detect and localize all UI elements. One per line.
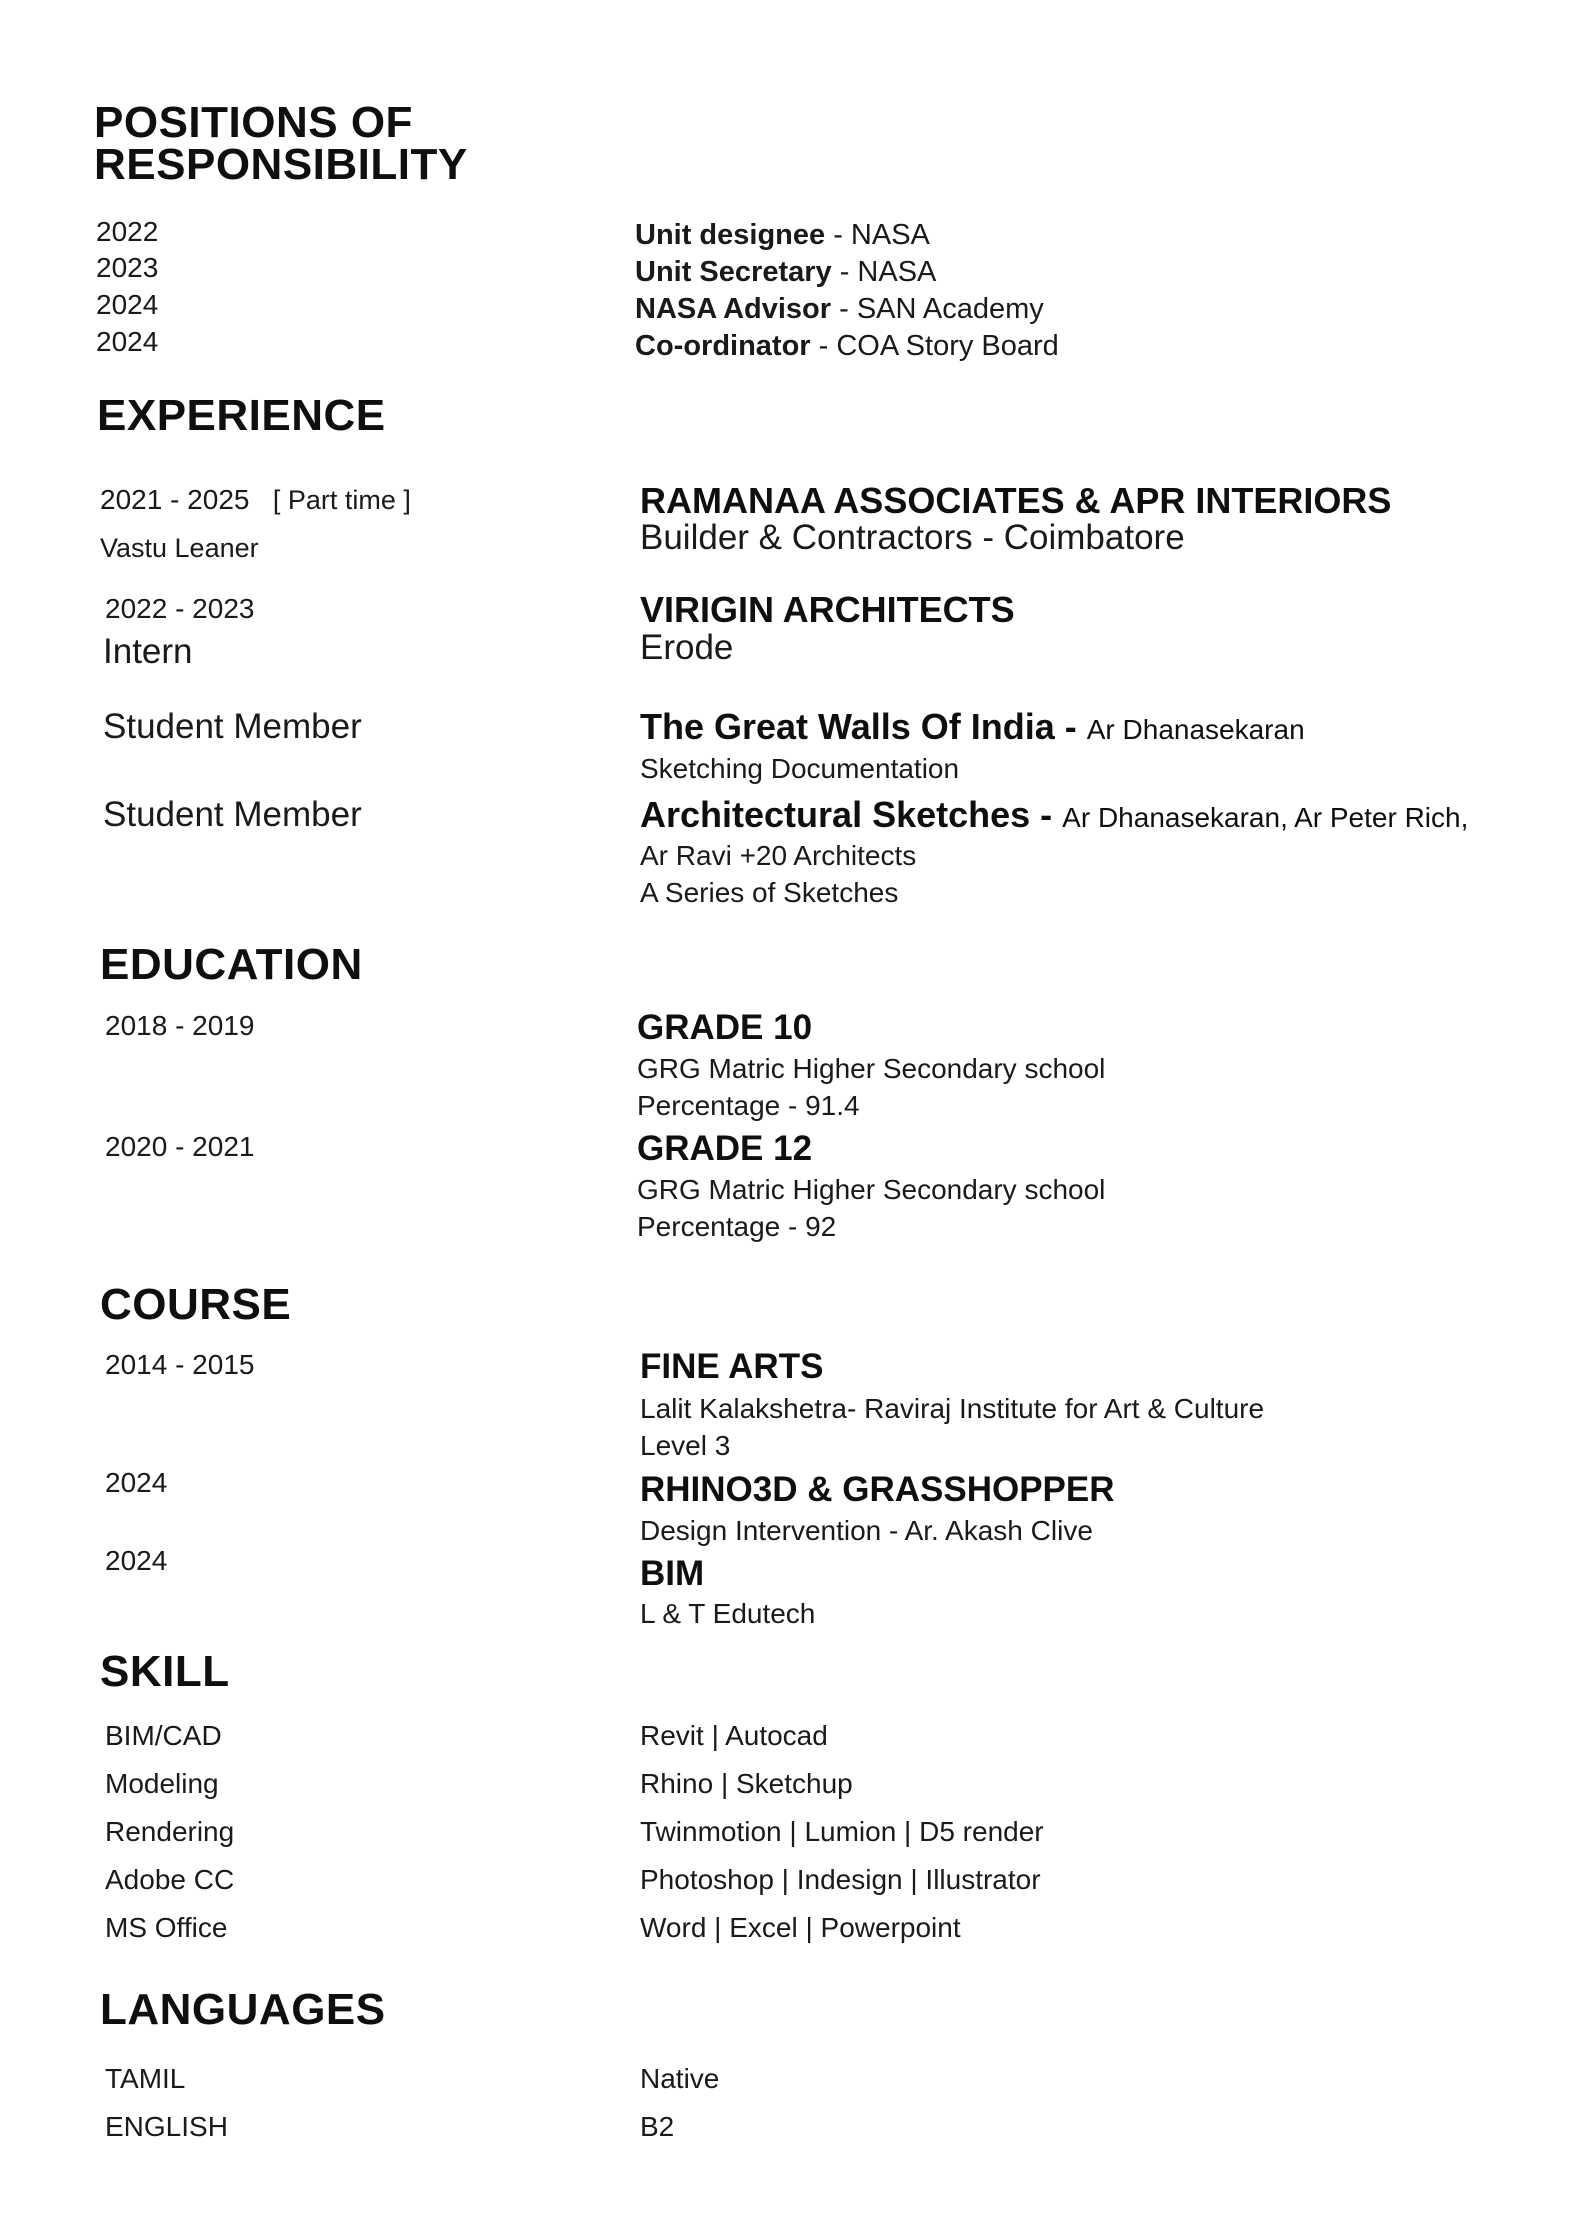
languages-heading: LANGUAGES xyxy=(100,1985,386,2034)
language-name: ENGLISH xyxy=(105,2111,228,2142)
experience-title: Architectural Sketches - Ar Dhanasekaran, Ar Peter Rich, xyxy=(640,794,1469,835)
experience-desc: A Series of Sketches xyxy=(640,877,899,908)
education-title: GRADE 12 xyxy=(637,1129,813,1168)
language-level: Native xyxy=(640,2063,720,2094)
course-period: 2024 xyxy=(105,1467,168,1498)
position-entry: Unit Secretary - NASA xyxy=(635,256,937,288)
skill-tools: Revit | Autocad xyxy=(640,1720,828,1751)
course-title: RHINO3D & GRASSHOPPER xyxy=(640,1470,1115,1509)
experience-title: The Great Walls Of India - Ar Dhanasekaran xyxy=(640,706,1305,747)
experience-subtitle: Builder & Contractors - Coimbatore xyxy=(640,518,1185,557)
skill-tools: Photoshop | Indesign | Illustrator xyxy=(640,1864,1041,1895)
experience-role: Vastu Leaner xyxy=(100,533,259,563)
course-title: FINE ARTS xyxy=(640,1347,824,1386)
skill-category: BIM/CAD xyxy=(105,1720,222,1751)
course-detail: L & T Edutech xyxy=(640,1598,816,1629)
education-school: GRG Matric Higher Secondary school xyxy=(637,1174,1106,1205)
skill-category: Modeling xyxy=(105,1768,219,1799)
position-year: 2023 xyxy=(96,252,159,283)
education-percentage: Percentage - 92 xyxy=(637,1211,837,1242)
course-period: 2014 - 2015 xyxy=(105,1349,255,1380)
skill-tools: Twinmotion | Lumion | D5 render xyxy=(640,1816,1044,1847)
experience-period: 2021 - 2025 [ Part time ] xyxy=(100,484,411,515)
experience-period: 2022 - 2023 xyxy=(105,593,255,624)
language-name: TAMIL xyxy=(105,2063,186,2094)
skill-category: MS Office xyxy=(105,1912,228,1943)
experience-desc: Ar Ravi +20 Architects xyxy=(640,840,917,871)
course-detail: Lalit Kalakshetra- Raviraj Institute for Art & Culture xyxy=(640,1393,1265,1424)
experience-role: Intern xyxy=(103,632,193,671)
skill-category: Rendering xyxy=(105,1816,235,1847)
education-title: GRADE 10 xyxy=(637,1008,813,1047)
position-entry: NASA Advisor - SAN Academy xyxy=(635,293,1044,325)
positions-heading: POSITIONS OF RESPONSIBILITY xyxy=(94,98,468,189)
experience-title: VIRIGIN ARCHITECTS xyxy=(640,589,1015,630)
skill-tools: Rhino | Sketchup xyxy=(640,1768,853,1799)
skill-tools: Word | Excel | Powerpoint xyxy=(640,1912,961,1943)
education-percentage: Percentage - 91.4 xyxy=(637,1090,860,1121)
experience-subtitle: Erode xyxy=(640,628,734,667)
course-detail: Level 3 xyxy=(640,1430,731,1461)
education-period: 2018 - 2019 xyxy=(105,1010,255,1041)
education-heading: EDUCATION xyxy=(100,940,363,989)
experience-heading: EXPERIENCE xyxy=(97,391,386,440)
skill-category: Adobe CC xyxy=(105,1864,235,1895)
course-period: 2024 xyxy=(105,1545,168,1576)
course-heading: COURSE xyxy=(100,1280,292,1329)
education-period: 2020 - 2021 xyxy=(105,1131,255,1162)
skill-heading: SKILL xyxy=(100,1647,230,1696)
experience-role: Student Member xyxy=(103,795,362,834)
position-entry: Co-ordinator - COA Story Board xyxy=(635,330,1059,362)
position-year: 2024 xyxy=(96,326,159,357)
course-title: BIM xyxy=(640,1554,705,1593)
position-year: 2022 xyxy=(96,216,159,247)
language-level: B2 xyxy=(640,2111,675,2142)
experience-title: RAMANAA ASSOCIATES & APR INTERIORS xyxy=(640,480,1392,521)
experience-desc: Sketching Documentation xyxy=(640,753,960,784)
position-entry: Unit designee - NASA xyxy=(635,219,930,251)
education-school: GRG Matric Higher Secondary school xyxy=(637,1053,1106,1084)
position-year: 2024 xyxy=(96,289,159,320)
experience-role: Student Member xyxy=(103,707,362,746)
course-detail: Design Intervention - Ar. Akash Clive xyxy=(640,1515,1093,1546)
